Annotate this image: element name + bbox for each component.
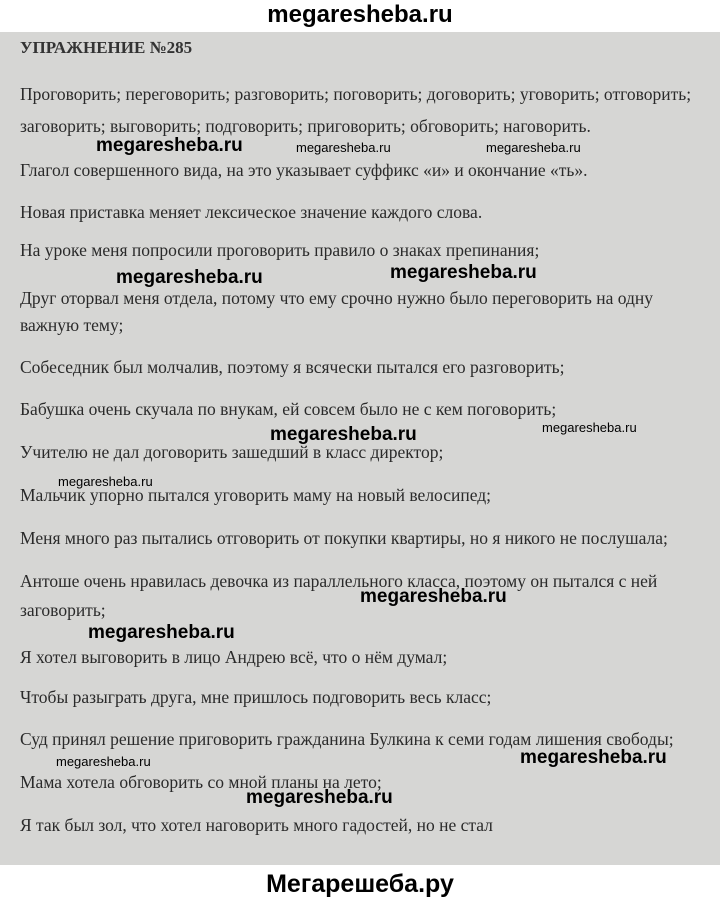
- text-line: Чтобы разыграть друга, мне пришлось подговорить весь класс;: [20, 687, 492, 707]
- text-line: заговорить; выговорить; подговорить; приговорить; обговорить; наговорить.: [20, 116, 591, 136]
- text-line: На уроке меня попросили проговорить правило о знаках препинания;: [20, 240, 540, 260]
- watermark: megaresheba.ru: [88, 622, 235, 643]
- watermark: megaresheba.ru: [270, 424, 417, 445]
- exercise-title: УПРАЖНЕНИЕ №285: [20, 38, 193, 57]
- watermark: megaresheba.ru: [246, 787, 393, 808]
- text-line: Я хотел выговорить в лицо Андрею всё, что о нём думал;: [20, 647, 448, 667]
- watermark: megaresheba.ru: [390, 262, 537, 283]
- text-line: Мама хотела обговорить со мной планы на лето;: [20, 772, 382, 792]
- watermark: megaresheba.ru: [58, 474, 153, 489]
- watermark: megaresheba.ru: [520, 747, 667, 768]
- watermark: megaresheba.ru: [360, 586, 507, 607]
- watermark: megaresheba.ru: [96, 135, 243, 156]
- text-line: Собеседник был молчалив, поэтому я всячески пытался его разговорить;: [20, 357, 565, 377]
- watermark: megaresheba.ru: [486, 140, 581, 155]
- watermark: megaresheba.ru: [56, 754, 151, 769]
- watermark: megaresheba.ru: [296, 140, 391, 155]
- text-line: Бабушка очень скучала по внукам, ей совсем было не с кем поговорить;: [20, 399, 557, 419]
- text-line: Антоше очень нравилась девочка из параллельного класса, поэтому он пытался с ней: [20, 571, 658, 591]
- text-line: Учителю не дал договорить зашедший в класс директор;: [20, 442, 444, 462]
- text-line: Проговорить; переговорить; разговорить; поговорить; договорить; уговорить; отговорить;: [20, 84, 692, 104]
- text-line: важную тему;: [20, 315, 124, 335]
- text-line: Мальчик упорно пытался уговорить маму на новый велосипед;: [20, 485, 492, 505]
- text-line: Глагол совершенного вида, на это указывает суффикс «и» и окончание «ть».: [20, 160, 588, 180]
- watermark: megaresheba.ru: [116, 267, 263, 288]
- text-line: Новая приставка меняет лексическое значение каждого слова.: [20, 202, 483, 222]
- site-footer: [0, 865, 720, 903]
- site-footer-text: Мегарешеба.ру: [266, 870, 454, 898]
- text-line: Я так был зол, что хотел наговорить много гадостей, но не стал: [20, 815, 493, 835]
- site-header: [0, 0, 720, 32]
- text-line: Меня много раз пытались отговорить от покупки квартиры, но я никого не послушала;: [20, 528, 668, 548]
- text-line: Суд принял решение приговорить гражданина Булкина к семи годам лишения свободы;: [20, 729, 674, 749]
- text-line: заговорить;: [20, 600, 106, 620]
- text-line: Друг оторвал меня отдела, потому что ему срочно нужно было переговорить на одну: [20, 288, 653, 308]
- watermark: megaresheba.ru: [542, 420, 637, 435]
- site-header-text: megaresheba.ru: [267, 1, 453, 28]
- scanned-page: [0, 32, 720, 865]
